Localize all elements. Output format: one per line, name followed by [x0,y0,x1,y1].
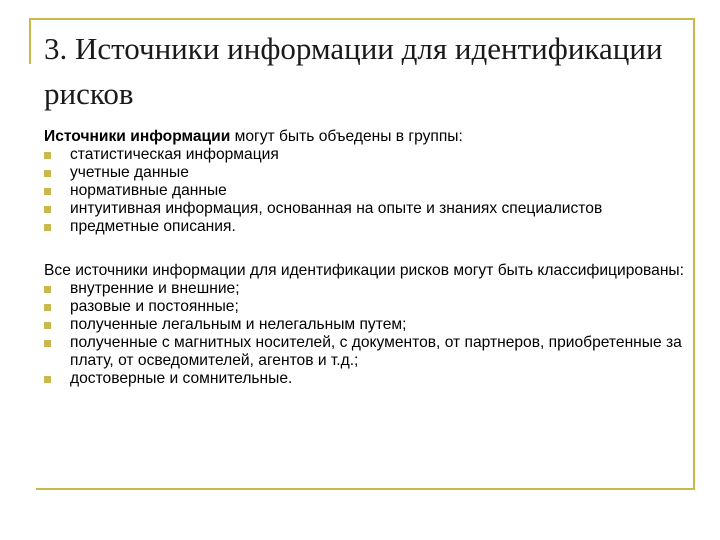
square-bullet-icon [44,224,51,231]
list-item-text: достоверные и сомнительные. [70,370,293,387]
list-item [44,298,684,316]
square-bullet-icon [44,322,51,329]
square-bullet-icon [44,340,51,347]
list-item-text: статистическая информация [70,146,279,163]
list-item [44,280,684,298]
square-bullet-icon [44,304,51,311]
frame-line-top [29,18,695,20]
list-item [44,316,684,334]
list-item-text: интуитивная информация, основанная на опыте и знаниях специалистов [70,200,603,217]
list-item [44,164,684,182]
list-item [44,146,684,164]
list-item [44,334,684,370]
section-spacer [44,236,684,262]
square-bullet-icon [44,170,51,177]
section2-list [44,280,684,388]
slide-content [44,128,684,388]
slide-title: 3. Источники информации для идентификации рисков [44,31,663,111]
frame-line-bottom [36,488,695,490]
list-item [44,370,684,388]
list-item-text: внутренние и внешние; [70,280,240,297]
square-bullet-icon [44,206,51,213]
section1-intro-bold: Источники информации [44,128,231,145]
list-item-text: разовые и постоянные; [70,298,239,315]
square-bullet-icon [44,376,51,383]
list-item [44,182,684,200]
frame-line-left [29,18,31,64]
section1-list [44,146,684,236]
square-bullet-icon [44,152,51,159]
list-item-text: предметные описания. [70,218,236,235]
list-item-text: полученные легальным и нелегальным путем; [70,316,407,333]
square-bullet-icon [44,286,51,293]
list-item-text: нормативные данные [70,182,227,199]
section1-intro [44,128,684,146]
list-item-text: учетные данные [70,164,189,181]
frame-line-right [693,18,695,490]
square-bullet-icon [44,188,51,195]
list-item [44,200,684,218]
list-item-text: полученные с магнитных носителей, с документов, от партнеров, приобретенные за плату, от осведомителей, агентов и т.д.; [70,334,682,369]
list-item [44,218,684,236]
section2-intro: Все источники информации для идентификации рисков могут быть классифицированы: [44,262,684,279]
section1-intro-rest: могут быть объедены в группы: [230,128,463,145]
